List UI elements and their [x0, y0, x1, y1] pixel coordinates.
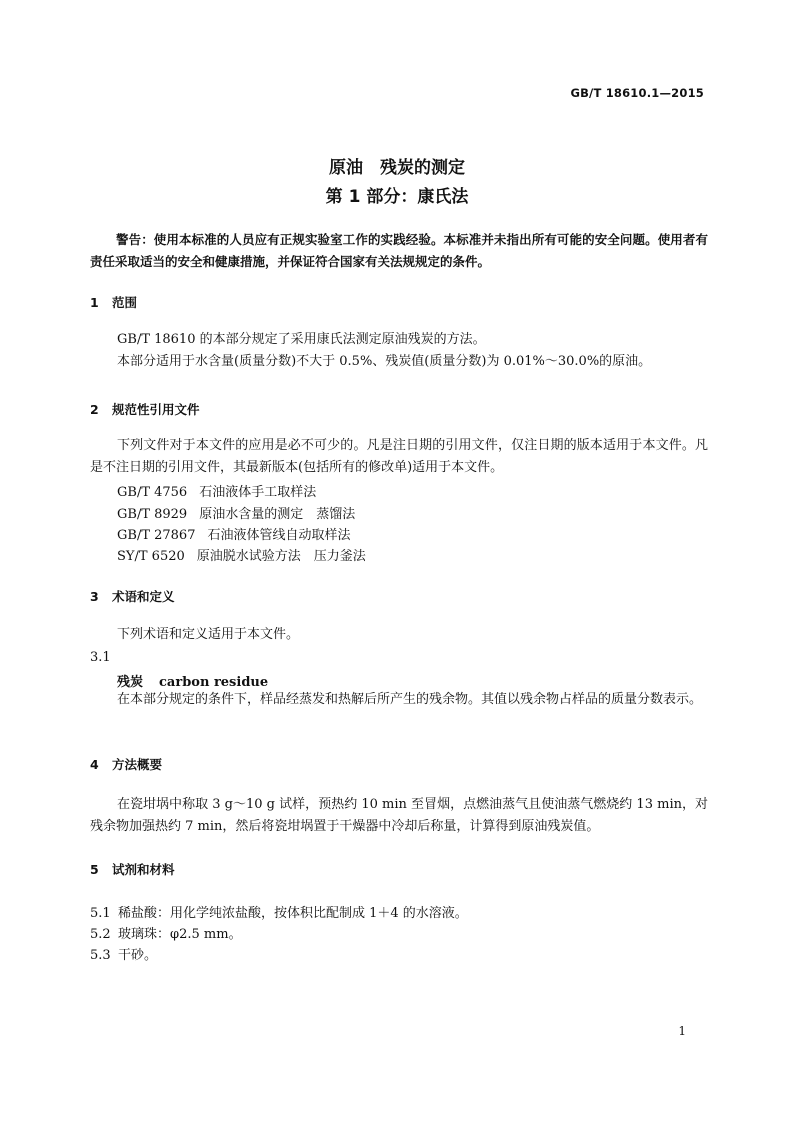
section-4-heading [90, 755, 162, 773]
list-item [90, 944, 157, 963]
page-number: 1 [678, 1024, 686, 1038]
reference-code: GB/T 4756 [117, 485, 188, 500]
warning-paragraph: 警告：使用本标准的人员应有正规实验室工作的实践经验。本标准并未指出所有可能的安全问题。使用者有责任采取适当的安全和健康措施，并保证符合国家有关法规规定的条件。 [90, 232, 708, 269]
item-text: 玻璃珠：φ2.5 mm。 [118, 927, 242, 942]
section-number: 5 [90, 862, 99, 877]
normative-references-intro: 下列文件对于本文件的应用是必不可少的。凡是注日期的引用文件，仅注日期的版本适用于本文件。凡是不注日期的引用文件，其最新版本(包括所有的修改单)适用于本文件。 [90, 438, 708, 475]
section-5-heading [90, 860, 175, 878]
term-entry [117, 671, 268, 690]
reference-code: GB/T 27867 [117, 528, 196, 543]
section-title: 规范性引用文件 [112, 402, 200, 417]
section-title: 方法概要 [112, 757, 163, 772]
section-number: 4 [90, 757, 99, 772]
item-number: 5.1 [90, 906, 111, 921]
reference-code: GB/T 8929 [117, 507, 188, 522]
list-item [90, 923, 242, 942]
section-3-heading [90, 587, 175, 605]
section-number: 3 [90, 589, 99, 604]
section-title: 范围 [112, 295, 138, 310]
method-summary-paragraph: 在瓷坩埚中称取 3 g～10 g 试样，预热约 10 min 至冒烟，点燃油蒸气且使油蒸气燃烧约 13 min，对残余物加强热约 7 min，然后将瓷坩埚置于干燥器中冷却后称量，计算得到原油残炭值。 [90, 797, 708, 834]
section-1-heading [90, 293, 137, 311]
term-chinese: 残炭 [117, 675, 144, 690]
reference-title: 原油水含量的测定 蒸馏法 [199, 507, 356, 522]
section-title: 试剂和材料 [112, 862, 175, 877]
list-item [90, 902, 468, 921]
term-definition: 在本部分规定的条件下，样品经蒸发和热解后所产生的残余物。其值以残余物占样品的质量分数表示。 [117, 692, 703, 707]
section-title: 术语和定义 [112, 589, 175, 604]
section-2-heading [90, 400, 200, 418]
scope-paragraph-2: 本部分适用于水含量(质量分数)不大于 0.5%、残炭值(质量分数)为 0.01%～30.0%的原油。 [117, 354, 652, 369]
terms-intro: 下列术语和定义适用于本文件。 [117, 627, 300, 642]
title-line-1: 原油 残炭的测定 [329, 158, 465, 178]
reference-code: SY/T 6520 [117, 549, 185, 564]
reference-title: 石油液体管线自动取样法 [207, 528, 351, 543]
item-text: 干砂。 [118, 948, 158, 963]
standard-number: GB/T 18610.1—2015 [570, 86, 704, 100]
item-number: 5.3 [90, 948, 111, 963]
reference-item [117, 503, 355, 522]
subclause-number: 3.1 [90, 650, 111, 665]
title-line-2: 第 1 部分：康氏法 [325, 187, 469, 207]
term-english: carbon residue [159, 675, 269, 690]
reference-item [117, 524, 351, 543]
reference-title: 石油液体手工取样法 [199, 485, 317, 500]
reference-item [117, 545, 366, 564]
scope-paragraph-1: GB/T 18610 的本部分规定了采用康氏法测定原油残炭的方法。 [117, 332, 486, 347]
section-number: 1 [90, 295, 99, 310]
reference-item [117, 481, 316, 500]
item-number: 5.2 [90, 927, 111, 942]
item-text: 稀盐酸：用化学纯浓盐酸，按体积比配制成 1＋4 的水溶液。 [118, 906, 468, 921]
reference-title: 原油脱水试验方法 压力釜法 [196, 549, 366, 564]
section-number: 2 [90, 402, 99, 417]
